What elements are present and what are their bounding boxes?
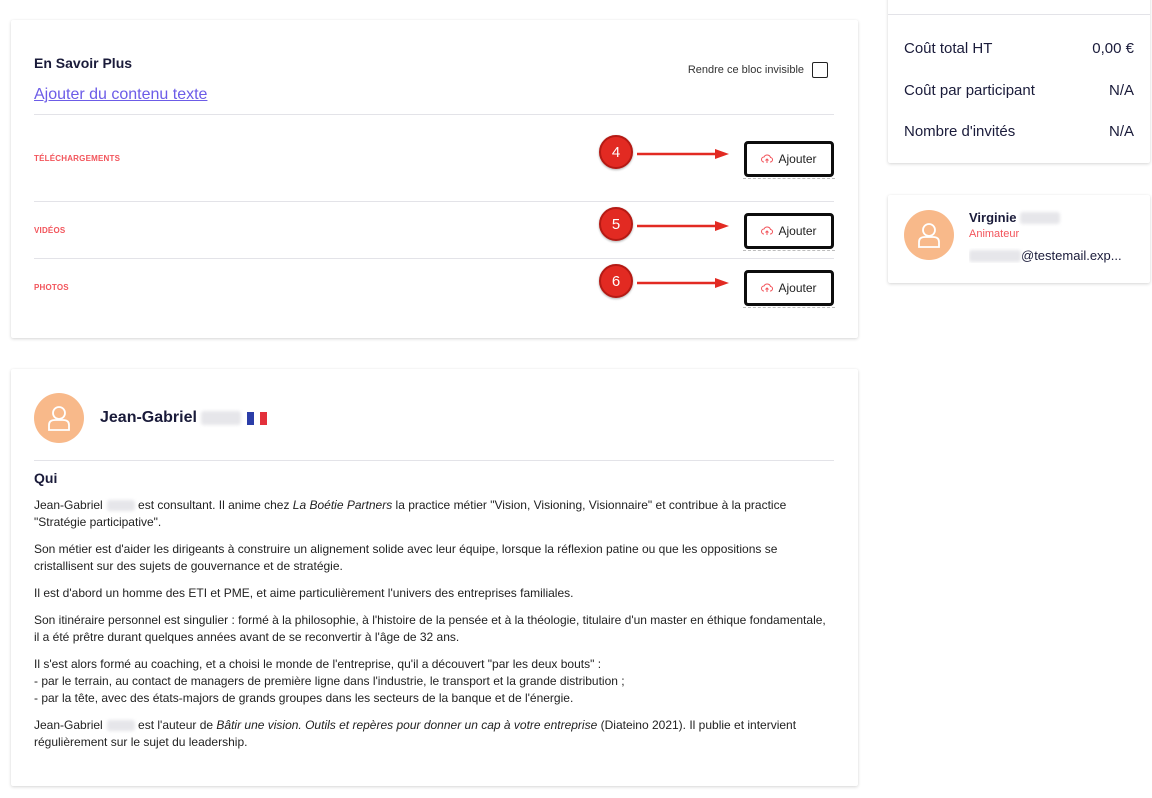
user-icon <box>47 405 71 431</box>
cost-value: N/A <box>1108 82 1134 99</box>
videos-label: VIDÉOS <box>34 226 66 235</box>
bio-paragraph: Il s'est alors formé au coaching, et a choisi le monde de l'entreprise, qu'il a découvert "par les deux bouts" : - par le terrain, au contact de managers de première ligne dans l'industrie, le transport et la grande distribution ; - par la tête, avec des états-majors de grands groupes dans les secteurs de la banque et de l'énergie. <box>34 657 625 705</box>
dashed-underline <box>743 307 835 308</box>
redacted-last-name <box>107 500 135 511</box>
speaker-name <box>100 409 267 427</box>
redacted-last-name <box>201 411 241 425</box>
add-download-button[interactable] <box>744 141 834 177</box>
cost-row <box>904 123 1134 140</box>
cost-label: Coût par participant <box>904 82 1035 99</box>
bio-paragraph: Jean-Gabriel est consultant. Il anime chez La Boétie Partners la practice métier "Vision, Visioning, Visionnaire" et contribue à la practice "Stratégie participative". <box>34 498 787 529</box>
speaker-first-name: Jean-Gabriel <box>100 409 197 426</box>
redacted-email-user <box>969 250 1021 262</box>
avatar <box>904 210 954 260</box>
cost-summary-card <box>888 0 1150 163</box>
invisible-toggle[interactable] <box>688 62 828 78</box>
bio-heading: Qui <box>34 470 58 486</box>
add-text-content-link[interactable]: Ajouter du contenu texte <box>34 86 208 103</box>
invisible-label: Rendre ce bloc invisible <box>687 64 804 76</box>
add-video-button[interactable] <box>744 213 834 249</box>
add-button-label: Ajouter <box>778 152 817 166</box>
dashed-underline <box>743 250 835 251</box>
redacted-last-name <box>107 720 135 731</box>
french-flag-icon <box>247 412 267 425</box>
divider <box>34 258 834 259</box>
speaker-bio <box>34 497 834 761</box>
downloads-label: TÉLÉCHARGEMENTS <box>34 154 121 163</box>
cost-row <box>904 82 1134 99</box>
cost-label: Coût total HT <box>904 40 993 57</box>
add-button-label: Ajouter <box>778 224 817 238</box>
divider <box>34 460 834 461</box>
annotation-arrow <box>637 148 729 160</box>
add-button-label: Ajouter <box>778 281 817 295</box>
add-photo-button[interactable] <box>744 270 834 306</box>
cost-value: N/A <box>1108 123 1134 140</box>
cost-value: 0,00 € <box>1092 40 1134 57</box>
cloud-upload-icon <box>761 154 773 164</box>
photos-label: PHOTOS <box>34 283 69 292</box>
annotation-badge-6: 6 <box>599 264 633 298</box>
facilitator-card <box>888 195 1150 283</box>
cloud-upload-icon <box>761 283 773 293</box>
annotation-badge-5: 5 <box>599 207 633 241</box>
card-title: En Savoir Plus <box>34 55 133 71</box>
cost-label: Nombre d'invités <box>904 123 1016 140</box>
speaker-card <box>11 369 858 786</box>
cloud-upload-icon <box>761 226 773 236</box>
dashed-underline <box>743 178 835 179</box>
annotation-badge-4: 4 <box>599 135 633 169</box>
invisible-checkbox[interactable] <box>812 62 828 78</box>
annotation-arrow <box>637 220 729 232</box>
annotation-arrow <box>637 277 729 289</box>
en-savoir-plus-card <box>11 20 858 338</box>
cost-row <box>904 40 1134 57</box>
bio-paragraph: Il est d'abord un homme des ETI et PME, et aime particulièrement l'univers des entreprises familiales. <box>34 586 574 600</box>
avatar <box>34 393 84 443</box>
user-icon <box>917 222 941 248</box>
divider <box>34 114 834 115</box>
bio-paragraph: Jean-Gabriel est l'auteur de Bâtir une vision. Outils et repères pour donner un cap à votre entreprise (Diateino 2021). Il publie et intervient régulièrement sur le sujet du leadership. <box>34 718 797 749</box>
redacted-last-name <box>1020 212 1060 224</box>
facilitator-role: Animateur <box>969 228 1020 240</box>
bio-paragraph: Son métier est d'aider les dirigeants à construire un alignement solide avec leur équipe, lorsque la réflexion patine ou que les oppositions se cristallisent sur des sujets de gouvernance et de stratégie. <box>34 542 778 573</box>
divider <box>888 14 1150 15</box>
facilitator-email[interactable]: @testemail.exp... <box>969 248 1139 263</box>
divider <box>34 201 834 202</box>
bio-paragraph: Son itinéraire personnel est singulier : formé à la philosophie, à l'histoire de la pensée et à la théologie, titulaire d'un master en éthique fondamentale, il a été prêtre durant quelques années avant de se reconvertir à l'âge de 32 ans. <box>34 613 826 644</box>
facilitator-name: Virginie <box>969 210 1060 225</box>
